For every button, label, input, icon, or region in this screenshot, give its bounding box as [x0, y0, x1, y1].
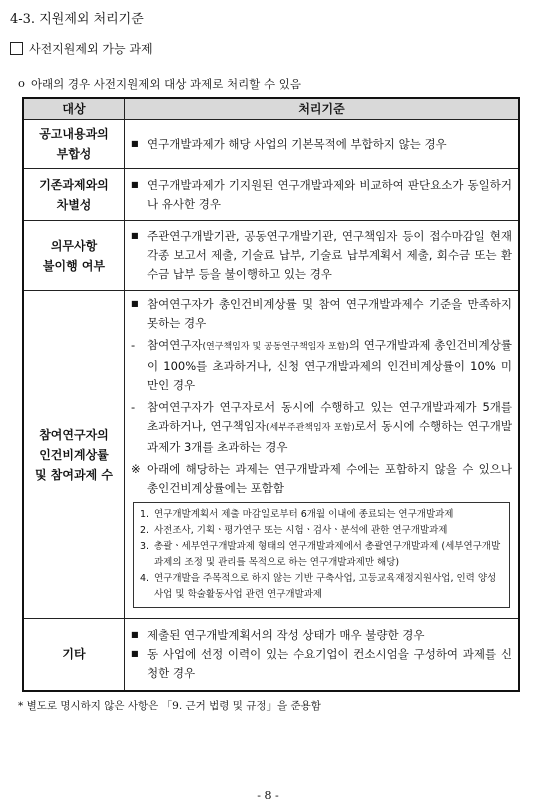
criteria-item	[131, 227, 512, 284]
category-text: 부합성	[56, 147, 92, 161]
table-row	[23, 120, 519, 169]
category-cell	[23, 120, 125, 169]
category-cell	[23, 291, 125, 619]
criteria-text: 참여연구자가 총인건비계상률 및 참여 연구개발과제수 기준을 만족하지 못하는 경우	[147, 297, 512, 330]
checkbox-square-icon	[10, 42, 23, 55]
footnote: * 별도로 명시하지 않은 사항은 「9. 근거 법령 및 규정」을 준용함	[18, 700, 321, 712]
criteria-cell	[125, 120, 520, 169]
square-bullet-icon: ■	[131, 138, 139, 148]
category-text: 차별성	[56, 197, 92, 212]
criteria-note	[131, 460, 512, 498]
category-text: 참여연구자의	[39, 427, 109, 442]
category-text: 기존과제와의	[39, 177, 109, 192]
square-bullet-icon: ■	[131, 231, 139, 240]
list-number: 1.	[140, 509, 150, 520]
table-row	[23, 619, 519, 691]
category-text: 불이행 여부	[42, 258, 106, 273]
criteria-item	[131, 626, 512, 645]
dash-mark: -	[131, 338, 136, 352]
small-text: (세부주관책임자 포함)	[266, 423, 355, 433]
square-bullet-icon: ■	[131, 648, 139, 658]
criteria-cell	[125, 221, 520, 291]
category-text: 의무사항	[50, 238, 98, 253]
criteria-table	[22, 97, 520, 692]
list-item	[140, 523, 503, 539]
criteria-text	[147, 398, 512, 457]
header-category: 대상	[23, 98, 125, 120]
criteria-text: 제출된 연구개발계획서의 작성 상태가 매우 불량한 경우	[147, 627, 425, 642]
list-item	[140, 507, 503, 523]
list-number: 4.	[140, 573, 150, 584]
square-bullet-icon: ■	[131, 629, 139, 639]
dash-mark: -	[131, 400, 136, 414]
subsection-title: 사전지원제외 가능 과제	[29, 42, 153, 56]
category-text: 기타	[62, 647, 86, 662]
square-bullet-icon: ■	[131, 179, 139, 189]
small-text: (연구책임자 및 공동연구책임자 포함)	[202, 342, 349, 352]
note-text: 아래에 해당하는 과제는 연구개발과제 수에는 포함하지 않을 수 있으나 총인건비계상률에는 포함함	[147, 462, 512, 495]
list-text: 사전조사, 기획ㆍ평가연구 또는 시험ㆍ검사ㆍ분석에 관한 연구개발과제	[154, 525, 448, 536]
list-number: 2.	[140, 525, 150, 536]
text-segment: 의 연구개발과제 총인건비계상률이 100%를 초과하거나, 신청 연구개발과제의 인건비계상률이 10% 미만인 경우	[147, 338, 512, 392]
criteria-cell	[125, 619, 520, 691]
criteria-subitem	[131, 398, 512, 457]
list-text: 연구개발계획서 제출 마감일로부터 6개월 이내에 종료되는 연구개발과제	[154, 509, 454, 520]
criteria-text	[147, 336, 512, 395]
square-bullet-icon: ■	[131, 299, 139, 308]
text-segment: 참여연구자가 연구자로서 동시에 수행하고 있는 연구개발과제가 5개를 초과하거나, 연구책임자	[147, 400, 512, 433]
criteria-cell	[125, 291, 520, 619]
category-cell	[23, 169, 125, 221]
category-text: 공고내용과의	[39, 127, 109, 141]
table-header-row	[23, 98, 519, 120]
list-item	[140, 571, 503, 603]
intro-line	[18, 76, 301, 92]
criteria-text: 연구개발과제가 기지원된 연구개발과제와 비교하여 판단요소가 동일하거나 유사한 경우	[147, 177, 512, 211]
text-segment: 참여연구자	[147, 338, 203, 352]
header-criteria: 처리기준	[125, 98, 520, 120]
criteria-item	[131, 135, 512, 154]
criteria-text: 연구개발과제가 해당 사업의 기본목적에 부합하지 않는 경우	[147, 136, 447, 151]
criteria-subitem	[131, 336, 512, 395]
table-row	[23, 291, 519, 619]
list-number: 3.	[140, 541, 150, 552]
subsection-heading	[10, 40, 153, 57]
criteria-cell	[125, 169, 520, 221]
category-cell	[23, 619, 125, 691]
list-text: 총괄ㆍ세부연구개발과제 형태의 연구개발과제에서 총괄연구개발과제 (세부연구개발과제의 조정 및 관리를 목적으로 하는 연구개발과제만 해당)	[154, 541, 501, 568]
criteria-text: 주관연구개발기관, 공동연구개발기관, 연구책임자 등이 접수마감일 현재 각종 보고서 제출, 기술료 납부, 기술료 납부계획서 제출, 회수금 또는 환수금 납부 등을 불이행하고 있는 경우	[147, 229, 512, 281]
table-row	[23, 221, 519, 291]
section-title: 4-3. 지원제외 처리기준	[10, 12, 144, 27]
exception-list-box	[133, 502, 510, 608]
criteria-text: 동 사업에 선정 이력이 있는 수요기업이 컨소시엄을 구성하여 과제를 신청한 경우	[147, 646, 512, 680]
intro-mark: o	[18, 76, 25, 90]
category-cell	[23, 221, 125, 291]
page-number: - 8 -	[257, 789, 279, 802]
text-segment: 로서 동시에 수행하는 연구개발과제가 3개를 초과하는 경우	[147, 419, 512, 454]
criteria-item	[131, 645, 512, 683]
reference-mark: ※	[131, 462, 141, 476]
criteria-item	[131, 176, 512, 214]
category-text: 및 참여과제 수	[35, 467, 113, 482]
category-text: 인건비계상률	[39, 447, 109, 462]
criteria-item	[131, 295, 512, 333]
list-item	[140, 539, 503, 571]
list-text: 연구개발을 주목적으로 하지 않는 기반 구축사업, 고등교육재정지원사업, 인력 양성 사업 및 학술활동사업 관련 연구개발과제	[154, 573, 497, 600]
intro-text: 아래의 경우 사전지원제외 대상 과제로 처리할 수 있음	[30, 77, 301, 91]
table-row	[23, 169, 519, 221]
